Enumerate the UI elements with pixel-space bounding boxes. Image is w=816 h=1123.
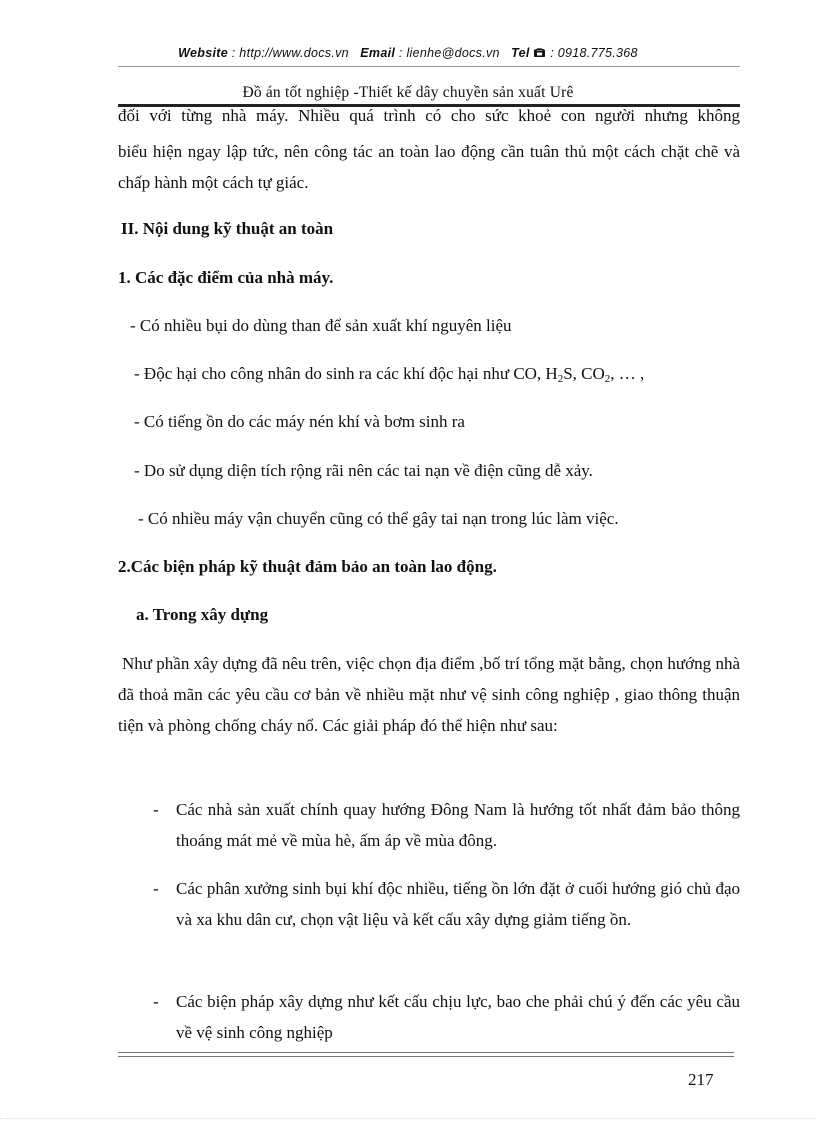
website-url[interactable]: : http://www.docs.vn xyxy=(231,46,349,60)
tel-number: : 0918.775.368 xyxy=(550,46,638,60)
email-label: Email xyxy=(360,46,396,60)
footer-divider-second xyxy=(118,1056,734,1057)
list-dash: - xyxy=(153,800,159,819)
website-label: Website xyxy=(178,46,228,60)
section-heading: II. Nội dung kỹ thuật an toàn xyxy=(121,219,334,238)
list-item-text: Các nhà sản xuất chính quay hướng Đông Nam là hướng tốt nhất đảm bảo thông thoáng mát mẻ về mùa hè, ấm áp về mùa đông. xyxy=(176,800,740,850)
hazard-toxic-gas xyxy=(134,364,644,384)
list-item-text: Các biện pháp xây dựng như kết cấu chịu lực, bao che phải chú ý đến các yêu cầu về vệ sinh công nghiệp xyxy=(176,992,740,1042)
list-dash: - xyxy=(153,992,159,1011)
subsection-2-heading: 2.Các biện pháp kỹ thuật đảm bảo an toàn lao động. xyxy=(118,557,497,576)
phone-icon xyxy=(533,47,546,58)
co2-subscript: 2 xyxy=(604,373,611,385)
hazard-dust: - Có nhiều bụi do dùng than để sản xuất khí nguyên liệu xyxy=(130,316,512,335)
construction-paragraph: Như phần xây dựng đã nêu trên, việc chọn địa điểm ,bố trí tổng mặt bằng, chọn hướng nhà đã thoả mãn các yêu cầu cơ bản về nhiều mặt như vệ sinh công nghiệp , giao thông thuận tiện và phòng chống cháy nổ. Các giải pháp đó thể hiện như sau: xyxy=(118,654,740,735)
intro-paragraph: biểu hiện ngay lập tức, nên công tác an toàn lao động cần tuân thủ một cách chặt chẽ và chấp hành một cách tự giác. xyxy=(118,142,740,192)
hazard-electrical: - Do sử dụng diện tích rộng rãi nên các tai nạn về điện cũng dễ xảy. xyxy=(134,461,593,480)
footer-divider xyxy=(118,1052,734,1053)
list-dash: - xyxy=(153,879,159,898)
subsection-1-heading: 1. Các đặc điểm của nhà máy. xyxy=(118,268,334,287)
page-bottom-edge xyxy=(0,1118,816,1119)
list-item-text: Các phân xưởng sinh bụi khí độc nhiều, tiếng ồn lớn đặt ở cuối hướng gió chủ đạo và xa khu dân cư, chọn vật liệu và kết cấu xây dựng giảm tiếng ồn. xyxy=(176,879,740,929)
hazard-noise: - Có tiếng ồn do các máy nén khí và bơm sinh ra xyxy=(134,412,465,431)
gas-list-tail: , … , xyxy=(610,364,645,383)
title-divider xyxy=(118,104,740,107)
hazard-toxic-gas-text: - Độc hại cho công nhân do sinh ra các khí độc hại như CO, H xyxy=(134,364,558,383)
part-a-heading: a. Trong xây dựng xyxy=(136,605,269,624)
gas-h2s-tail: S, CO xyxy=(563,364,605,383)
h2s-subscript: 2 xyxy=(557,373,564,385)
header-divider xyxy=(118,66,740,67)
document-title: Đồ án tốt nghiệp -Thiết kế dây chuyền sản xuất Urê xyxy=(242,84,574,101)
site-header xyxy=(0,46,816,60)
tel-label: Tel xyxy=(511,46,530,60)
cut-off-line-text: đối với từng nhà máy. Nhiều quá trình có cho sức khoẻ con người nhưng không xyxy=(118,107,740,125)
page-number: 217 xyxy=(688,1070,714,1089)
hazard-transport: - Có nhiều máy vận chuyển cũng có thể gây tai nạn trong lúc làm việc. xyxy=(138,509,619,528)
cut-off-line xyxy=(118,107,740,129)
email-address[interactable]: : lienhe@docs.vn xyxy=(398,46,500,60)
